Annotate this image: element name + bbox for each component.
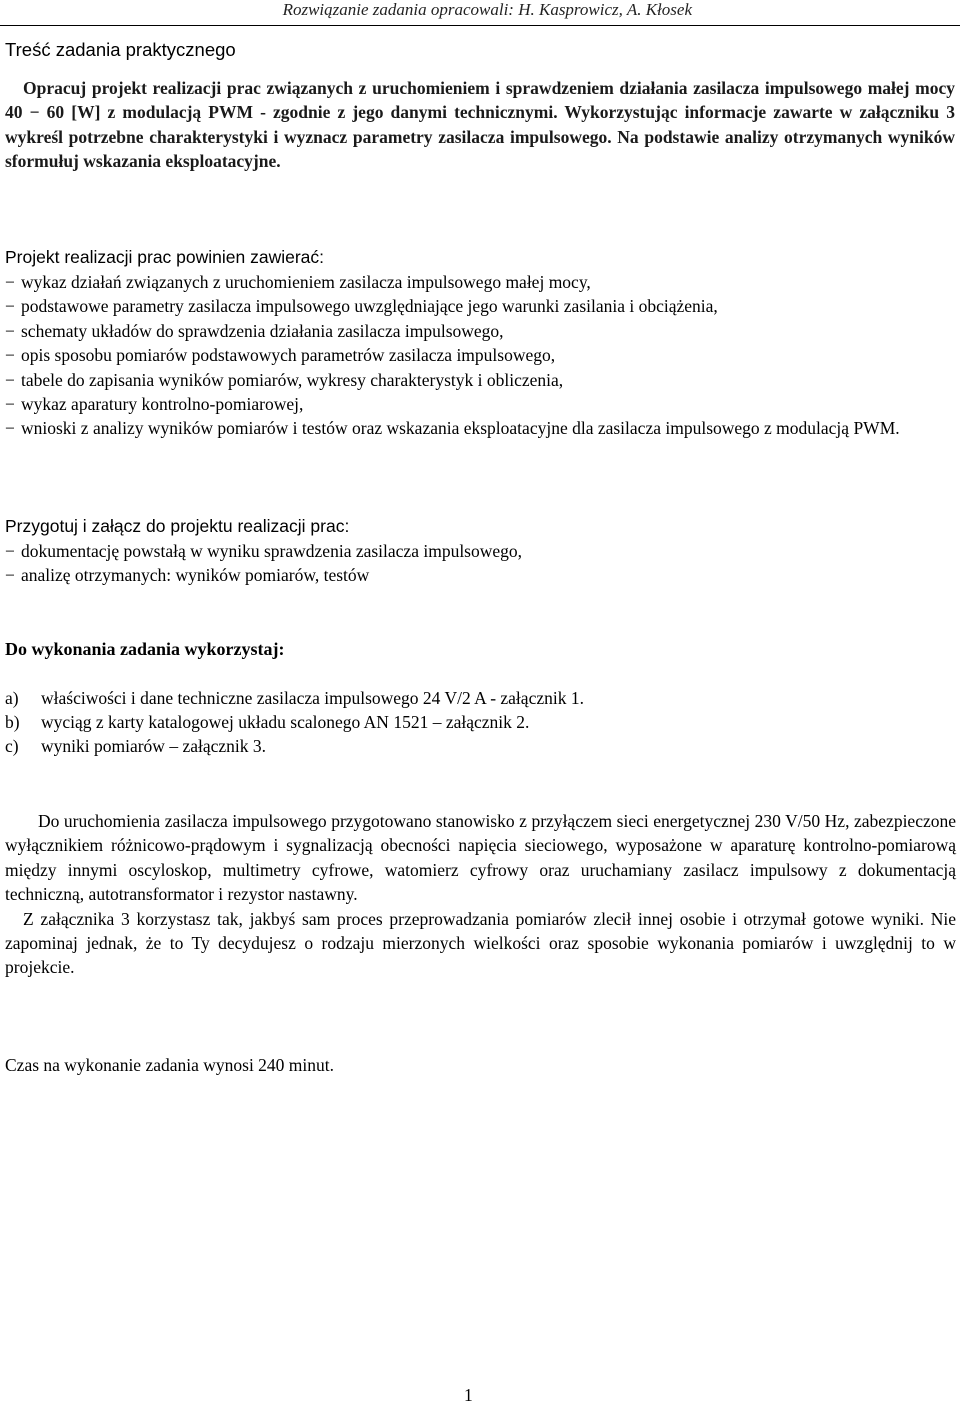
dash-bullet: −	[5, 541, 15, 561]
resources-list	[5, 686, 584, 759]
list-item: − analizę otrzymanych: wyników pomiarów, testów	[5, 563, 957, 587]
list-item: a) właściwości i dane techniczne zasilacza impulsowego 24 V/2 A - załącznik 1.	[5, 688, 584, 708]
list-item: − schematy układów do sprawdzenia działania zasilacza impulsowego,	[5, 319, 957, 343]
dash-bullet: −	[5, 320, 15, 341]
resources-heading: Do wykonania zadania wykorzystaj:	[5, 639, 285, 659]
dash-bullet: −	[5, 272, 15, 292]
page-header	[0, 0, 960, 26]
dash-bullet: −	[5, 394, 15, 415]
list-item: − tabele do zapisania wyników pomiarów, wykresy charakterystyk i obliczenia,	[5, 368, 957, 392]
task-text-block	[5, 76, 955, 174]
list-item: − opis sposobu pomiarów podstawowych parametrów zasilacza impulsowego,	[5, 343, 957, 367]
task-text: Opracuj projekt realizacji prac związanych z uruchomieniem i sprawdzeniem działania zasilacza impulsowego małej mocy 40 − 60 [W] z modulacją PWM - zgodnie z jego danymi technicznymi. Wykorzystując informacje zawarte w załączniku 3 wykreśl potrzebne charakterystyki i wyznacz parametry zasilacza impulsowego. Na podstawie analizy otrzymanych wyników sformułuj wskazania eksploatacyjne.	[5, 78, 955, 172]
page-number: 1	[464, 1385, 473, 1405]
list-item: − wykaz aparatury kontrolno-pomiarowej,	[5, 392, 957, 416]
description-paragraph: Z załącznika 3 korzystasz tak, jakbyś sam proces przeprowadzania pomiarów zlecił innej osobie i otrzymał gotowe wyniki. Nie zapominaj jednak, że to Ty decydujesz o rodzaju mierzonych wielkości oraz sposobie wykonania pomiarów i uwzględnij to w projekcie.	[5, 908, 956, 978]
prepare-heading: Przygotuj i załącz do projektu realizacji prac:	[5, 516, 350, 536]
dash-bullet: −	[5, 296, 15, 317]
list-item: − wnioski z analizy wyników pomiarów i testów oraz wskazania eksploatacyjne dla zasilacza impulsowego z modulacją PWM.	[5, 416, 957, 440]
prepare-list	[5, 539, 957, 588]
list-item: c) wyniki pomiarów – załącznik 3.	[5, 736, 267, 757]
project-list	[5, 270, 957, 441]
dash-bullet: −	[5, 369, 15, 390]
description-paragraph: Do uruchomienia zasilacza impulsowego przygotowano stanowisko z przyłączem sieci energetycznej 230 V/50 Hz, zabezpieczone wyłącznikiem różnicowo-prądowym i sygnalizacją obecności napięcia sieciowego, wyposażone w aparaturę kontrolno-pomiarową między innymi oscyloskop, multimetry cyfrowe, watomierz cyfrowy oraz uruchamiany zasilacz impulsowy z dokumentacją techniczną, autotransformator i rezystor nastawny.	[5, 811, 956, 905]
dash-bullet: −	[5, 345, 15, 366]
time-note: Czas na wykonanie zadania wynosi 240 minut.	[5, 1055, 335, 1075]
dash-bullet: −	[5, 565, 15, 586]
list-item: − wykaz działań związanych z uruchomieniem zasilacza impulsowego małej mocy,	[5, 270, 957, 294]
task-heading: Treść zadania praktycznego	[5, 39, 236, 60]
list-item: b) wyciąg z karty katalogowej układu scalonego AN 1521 – załącznik 2.	[5, 712, 530, 733]
header-authors: Rozwiązanie zadania opracowali: H. Kasprowicz, A. Kłosek	[282, 0, 692, 19]
project-heading: Projekt realizacji prac powinien zawierać:	[5, 247, 325, 267]
dash-bullet: −	[5, 418, 15, 439]
list-item: − dokumentację powstałą w wyniku sprawdzenia zasilacza impulsowego,	[5, 539, 957, 563]
list-item: − podstawowe parametry zasilacza impulsowego uwzględniające jego warunki zasilania i obciążenia,	[5, 294, 957, 318]
description-block	[5, 809, 956, 980]
